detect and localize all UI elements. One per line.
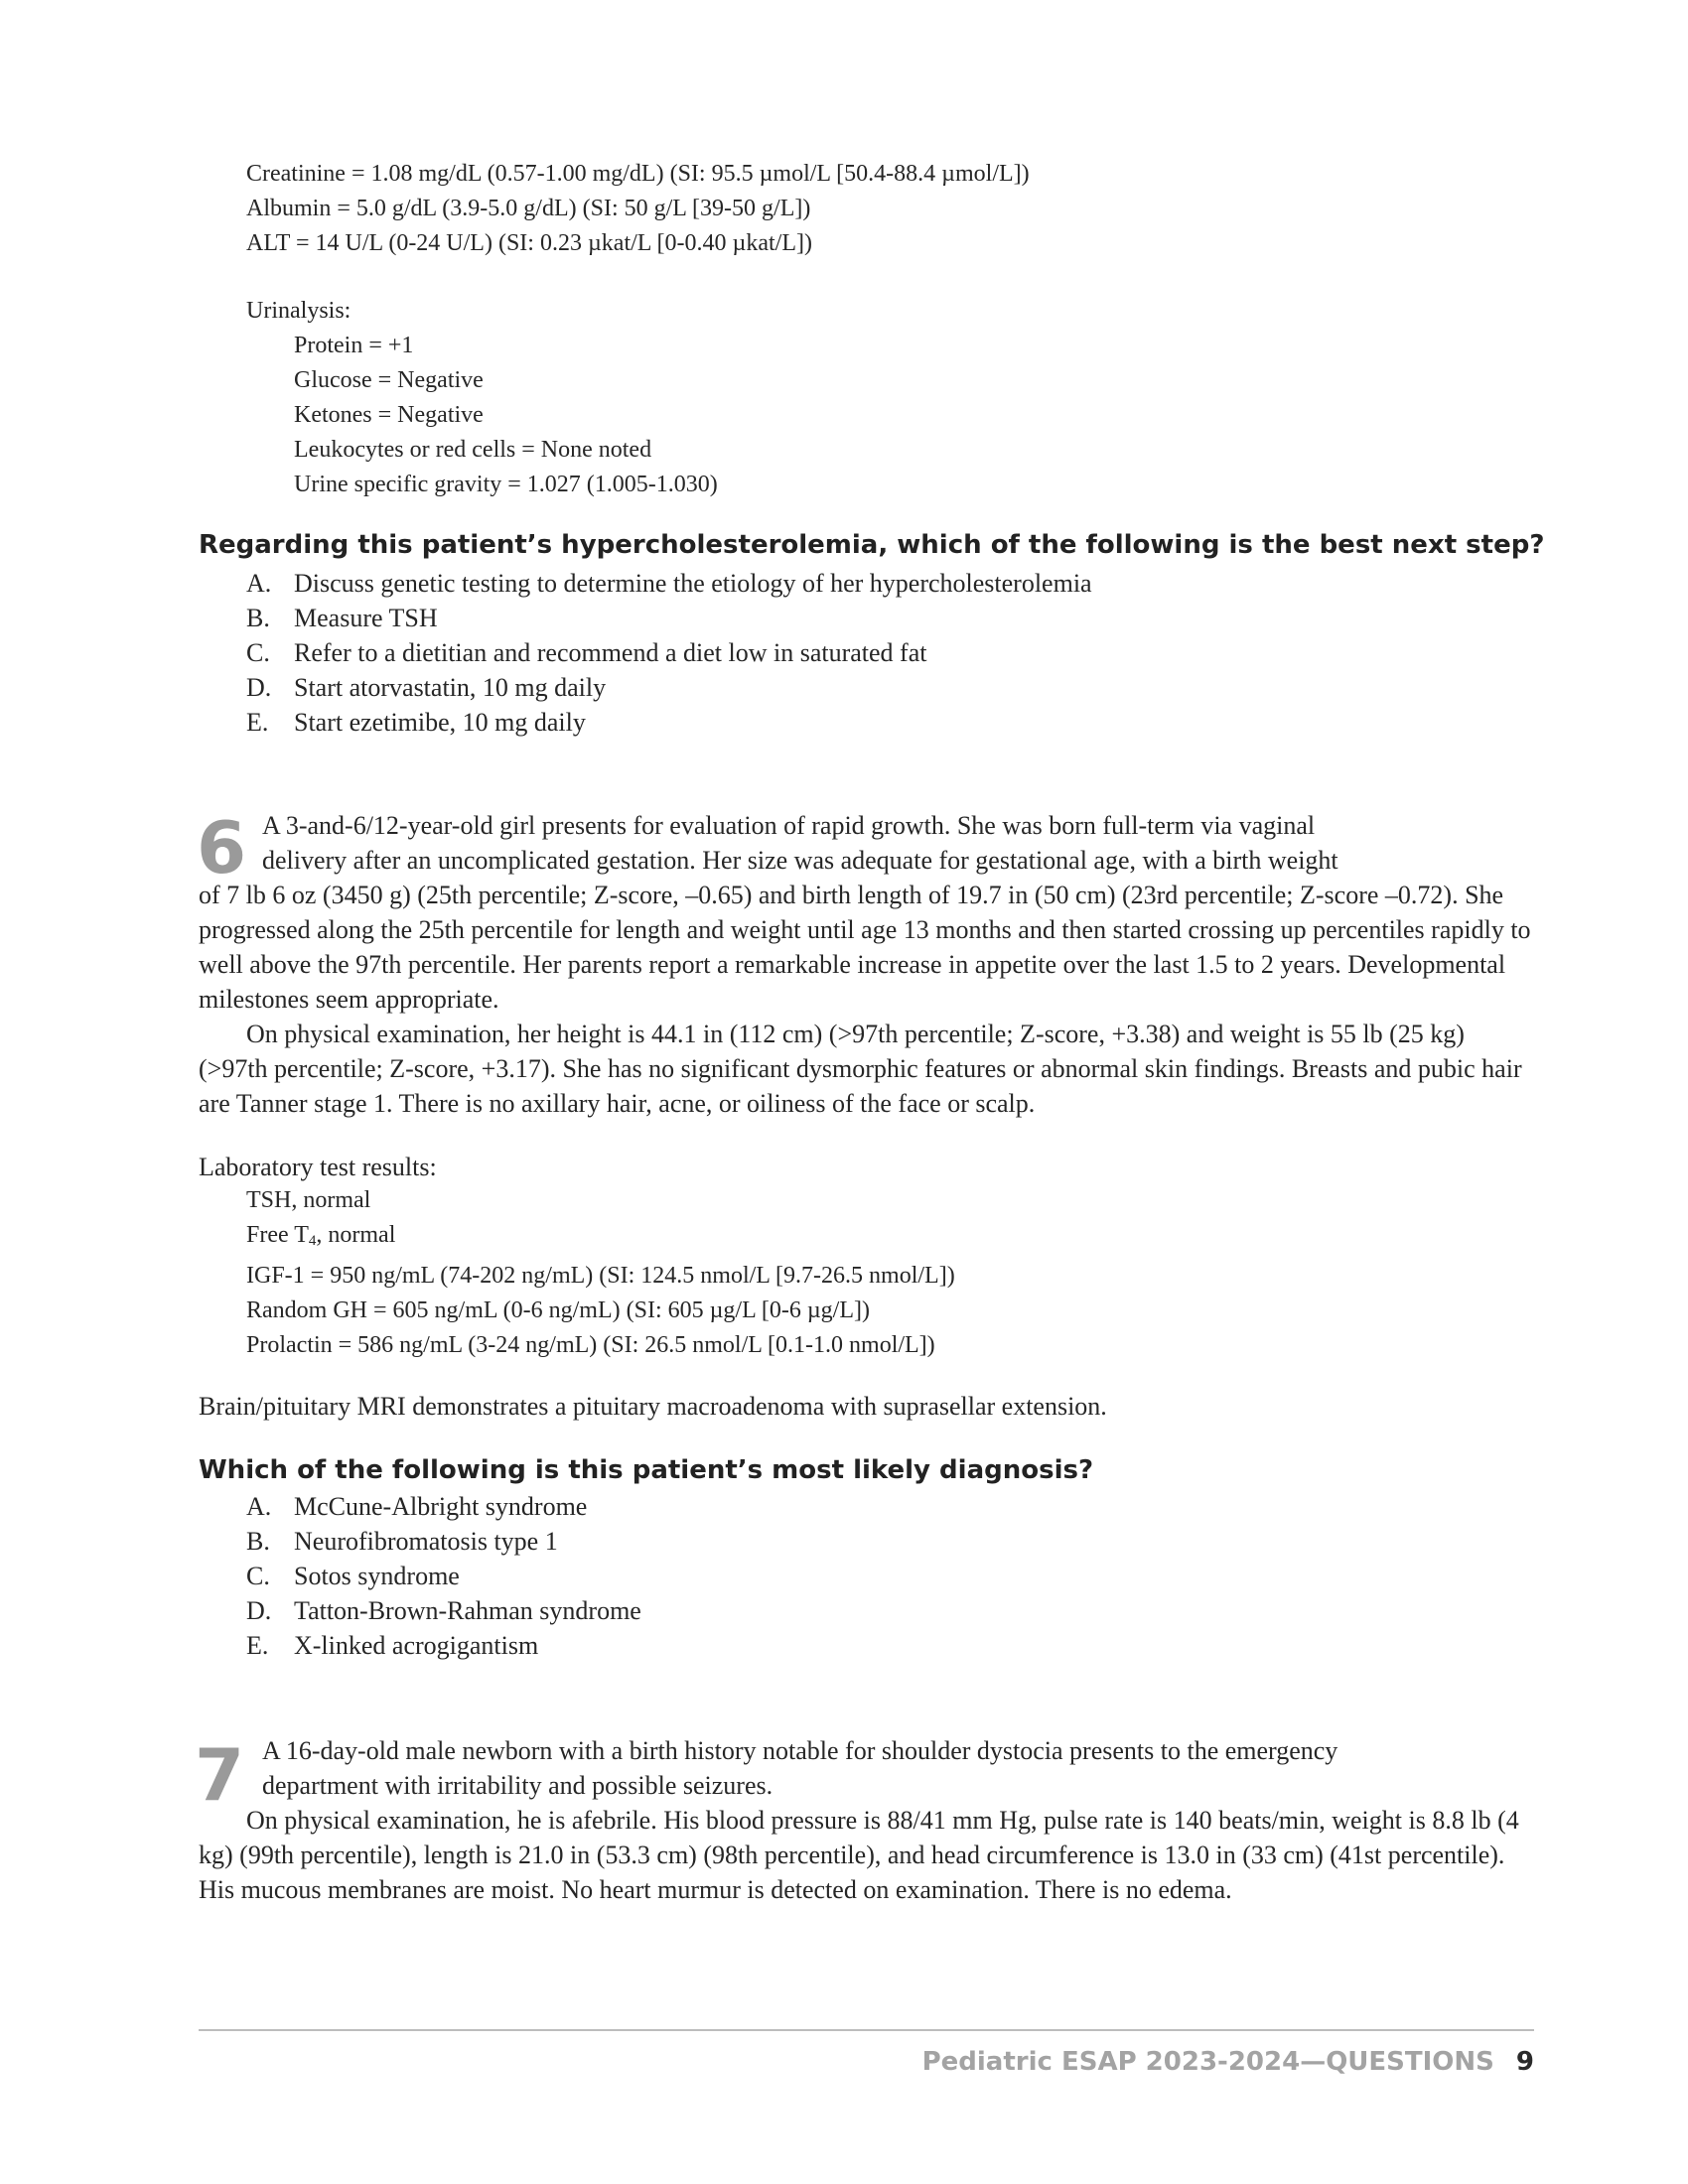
answer-option[interactable] — [246, 566, 1092, 601]
answer-option[interactable] — [246, 1559, 641, 1593]
case-6-lab-heading: Laboratory test results: — [199, 1153, 437, 1181]
case-6-paragraph-1: of 7 lb 6 oz (3450 g) (25th percentile; Z-score, –0.65) and birth length of 19.7 in (50 cm) (23rd percentile; Z-score –0.72). She progressed along the 25th percentile for length and weight until age 13 months and then started crossing up percentiles rapidly to well above the 97th percentile. Her parents report a remarkable increase in appetite over the last 1.5 to 2 years. Developmental milestones seem appropriate. — [199, 881, 1531, 1014]
lab-tsh: TSH, normal — [246, 1187, 371, 1213]
lab-values-top — [246, 157, 1030, 261]
lab-alt: ALT = 14 U/L (0-24 U/L) (SI: 0.23 µkat/L [0-0.40 µkat/L]) — [246, 230, 812, 256]
option-text: McCune-Albright syndrome — [294, 1492, 588, 1521]
answer-option[interactable] — [246, 1628, 641, 1663]
case-7-line-2: department with irritability and possible seizures. — [262, 1771, 774, 1800]
question-5-options — [246, 566, 1092, 740]
lab-prolactin: Prolactin = 586 ng/mL (3-24 ng/mL) (SI: 26.5 nmol/L [0.1-1.0 nmol/L]) — [246, 1332, 935, 1358]
lab-free-t4 — [246, 1218, 955, 1259]
option-text: Discuss genetic testing to determine the etiology of her hypercholesterolemia — [294, 569, 1092, 598]
answer-option[interactable] — [246, 635, 1092, 670]
page-number: 9 — [1515, 2047, 1534, 2077]
lab-free-t4-prefix: Free T — [246, 1222, 309, 1248]
lab-igf1: IGF-1 = 950 ng/mL (74-202 ng/mL) (SI: 124.5 nmol/L [9.7-26.5 nmol/L]) — [246, 1263, 955, 1289]
option-text: Start atorvastatin, 10 mg daily — [294, 673, 607, 702]
option-text: Start ezetimibe, 10 mg daily — [294, 708, 586, 737]
option-text: Sotos syndrome — [294, 1562, 460, 1590]
case-6-line-1: A 3-and-6/12-year-old girl presents for evaluation of rapid growth. She was born full-term via vaginal — [262, 811, 1316, 840]
answer-option[interactable] — [246, 1489, 641, 1524]
option-letter: E. — [246, 1631, 269, 1660]
option-letter: A. — [246, 1492, 272, 1521]
lab-gh: Random GH = 605 ng/mL (0-6 ng/mL) (SI: 605 µg/L [0-6 µg/L]) — [246, 1297, 870, 1323]
option-text: Neurofibromatosis type 1 — [294, 1527, 558, 1556]
option-text: X-linked acrogigantism — [294, 1631, 539, 1660]
urinalysis-glucose: Glucose = Negative — [294, 367, 484, 393]
case-7-number: 7 — [195, 1733, 245, 1817]
question-6-options — [246, 1489, 641, 1663]
option-text: Refer to a dietitian and recommend a diet low in saturated fat — [294, 638, 927, 667]
option-letter: B. — [246, 1527, 270, 1556]
option-letter: E. — [246, 708, 269, 737]
case-6-vignette — [199, 808, 1534, 1121]
page-footer — [922, 2047, 1534, 2077]
answer-option[interactable] — [246, 601, 1092, 635]
lab-albumin: Albumin = 5.0 g/dL (3.9-5.0 g/dL) (SI: 50 g/L [39-50 g/L]) — [246, 196, 811, 221]
option-letter: B. — [246, 604, 270, 632]
case-6-number: 6 — [197, 806, 247, 889]
case-7-paragraph-2: On physical examination, he is afebrile. His blood pressure is 88/41 mm Hg, pulse rate is 140 beats/min, weight is 8.8 lb (4 kg) (99th percentile), length is 21.0 in (53.3 cm) (98th percentile), and head circumference is 13.0 in (33 cm) (41st percentile). His mucous membranes are moist. No heart murmur is detected on examination. There is no edema. — [199, 1806, 1519, 1904]
urinalysis-heading: Urinalysis: — [246, 298, 352, 324]
lab-creatinine: Creatinine = 1.08 mg/dL (0.57-1.00 mg/dL) (SI: 95.5 µmol/L [50.4-88.4 µmol/L]) — [246, 161, 1030, 187]
lab-free-t4-subscript: 4 — [308, 1233, 317, 1249]
option-letter: A. — [246, 569, 272, 598]
case-6-mri: Brain/pituitary MRI demonstrates a pituitary macroadenoma with suprasellar extension. — [199, 1392, 1107, 1421]
option-letter: D. — [246, 1596, 272, 1625]
case-7-vignette — [199, 1733, 1534, 1907]
lab-free-t4-suffix: , normal — [316, 1222, 396, 1248]
option-letter: C. — [246, 1562, 270, 1590]
footer-title: Pediatric ESAP 2023-2024—QUESTIONS — [921, 2047, 1494, 2077]
footer-divider — [199, 2029, 1534, 2031]
urinalysis-ketones: Ketones = Negative — [294, 402, 484, 428]
option-text: Tatton-Brown-Rahman syndrome — [294, 1596, 641, 1625]
case-7-line-1: A 16-day-old male newborn with a birth history notable for shoulder dystocia presents to the emergency — [262, 1736, 1338, 1765]
urinalysis-specific-gravity: Urine specific gravity = 1.027 (1.005-1.030) — [294, 472, 718, 497]
urinalysis-cells: Leukocytes or red cells = None noted — [294, 437, 652, 463]
answer-option[interactable] — [246, 1593, 641, 1628]
question-5-stem: Regarding this patient’s hypercholesterolemia, which of the following is the best next step? — [199, 530, 1545, 560]
option-letter: C. — [246, 638, 270, 667]
option-text: Measure TSH — [294, 604, 438, 632]
question-6-stem: Which of the following is this patient’s most likely diagnosis? — [199, 1455, 1094, 1485]
case-6-lab-values — [246, 1183, 955, 1363]
case-6-line-2: delivery after an uncomplicated gestation. Her size was adequate for gestational age, with a birth weight — [262, 846, 1338, 875]
answer-option[interactable] — [246, 670, 1092, 705]
option-letter: D. — [246, 673, 272, 702]
answer-option[interactable] — [246, 705, 1092, 740]
urinalysis-block — [246, 294, 718, 502]
case-6-paragraph-2: On physical examination, her height is 44.1 in (112 cm) (>97th percentile; Z-score, +3.38) and weight is 55 lb (25 kg) (>97th percentile; Z-score, +3.17). She has no significant dysmorphic features or abnormal skin findings. Breasts and pubic hair are Tanner stage 1. There is no axillary hair, acne, or oiliness of the face or scalp. — [199, 1020, 1522, 1118]
urinalysis-protein: Protein = +1 — [294, 333, 414, 358]
answer-option[interactable] — [246, 1524, 641, 1559]
